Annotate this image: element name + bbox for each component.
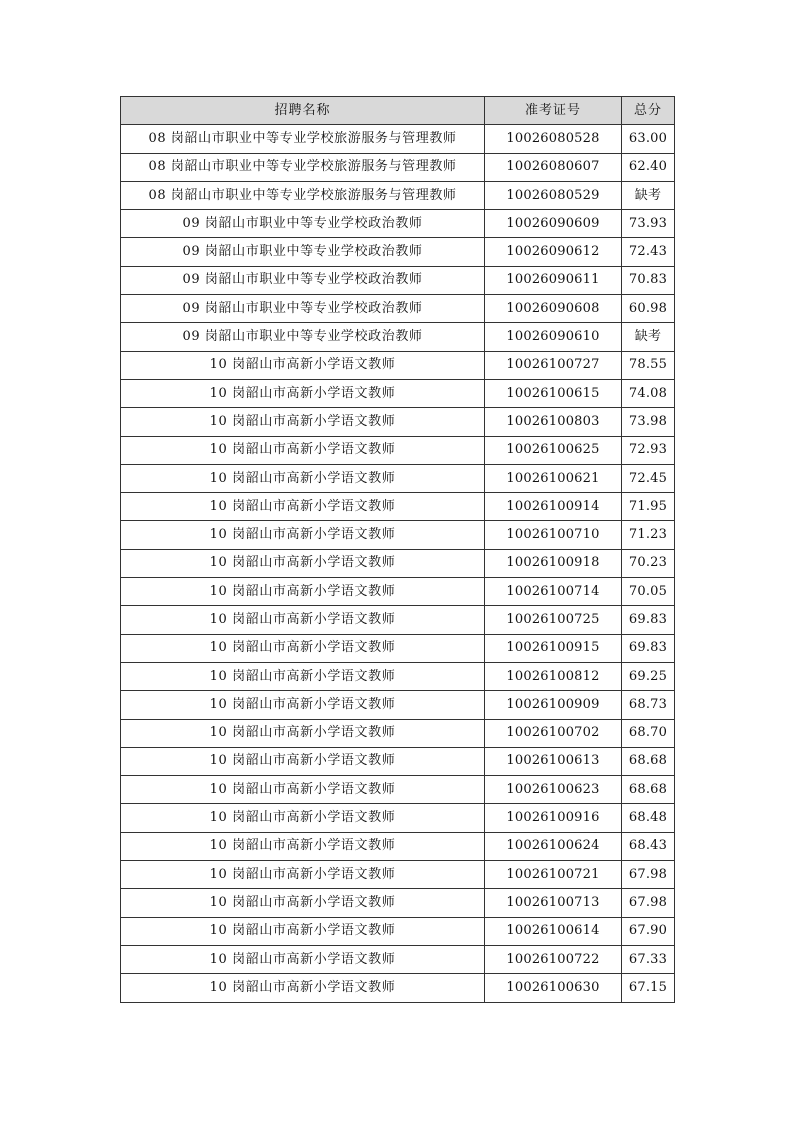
- header-position-name: 招聘名称: [121, 97, 485, 125]
- header-exam-id: 准考证号: [485, 97, 622, 125]
- exam-id-cell: 10026090611: [485, 266, 622, 294]
- position-name-cell: 10 岗韶山市高新小学语文教师: [121, 832, 485, 860]
- table-row: [121, 408, 675, 436]
- table-row: [121, 974, 675, 1002]
- total-score-cell: 70.23: [622, 549, 675, 577]
- position-name-cell: 10 岗韶山市高新小学语文教师: [121, 549, 485, 577]
- total-score-cell: 69.25: [622, 662, 675, 690]
- total-score-cell: 70.05: [622, 578, 675, 606]
- total-score-cell: 69.83: [622, 634, 675, 662]
- total-score-cell: 68.70: [622, 719, 675, 747]
- exam-id-cell: 10026100625: [485, 436, 622, 464]
- position-name-cell: 08 岗韶山市职业中等专业学校旅游服务与管理教师: [121, 181, 485, 209]
- total-score-cell: 68.43: [622, 832, 675, 860]
- position-name-cell: 10 岗韶山市高新小学语文教师: [121, 776, 485, 804]
- position-name-cell: 10 岗韶山市高新小学语文教师: [121, 379, 485, 407]
- exam-id-cell: 10026090608: [485, 295, 622, 323]
- exam-id-cell: 10026100623: [485, 776, 622, 804]
- exam-id-cell: 10026100630: [485, 974, 622, 1002]
- table-row: [121, 210, 675, 238]
- exam-id-cell: 10026100710: [485, 521, 622, 549]
- position-name-cell: 10 岗韶山市高新小学语文教师: [121, 521, 485, 549]
- exam-id-cell: 10026100725: [485, 606, 622, 634]
- exam-id-cell: 10026080529: [485, 181, 622, 209]
- exam-id-cell: 10026100916: [485, 804, 622, 832]
- table-row: [121, 634, 675, 662]
- table-row: [121, 917, 675, 945]
- total-score-cell: 68.68: [622, 747, 675, 775]
- table-row: [121, 606, 675, 634]
- position-name-cell: 10 岗韶山市高新小学语文教师: [121, 747, 485, 775]
- table-body: [121, 125, 675, 1002]
- total-score-cell: 70.83: [622, 266, 675, 294]
- total-score-cell: 62.40: [622, 153, 675, 181]
- position-name-cell: 09 岗韶山市职业中等专业学校政治教师: [121, 238, 485, 266]
- position-name-cell: 08 岗韶山市职业中等专业学校旅游服务与管理教师: [121, 125, 485, 153]
- exam-id-cell: 10026100714: [485, 578, 622, 606]
- position-name-cell: 10 岗韶山市高新小学语文教师: [121, 351, 485, 379]
- exam-id-cell: 10026100624: [485, 832, 622, 860]
- exam-id-cell: 10026080607: [485, 153, 622, 181]
- total-score-cell: 67.15: [622, 974, 675, 1002]
- exam-id-cell: 10026100702: [485, 719, 622, 747]
- total-score-cell: 67.98: [622, 861, 675, 889]
- position-name-cell: 09 岗韶山市职业中等专业学校政治教师: [121, 210, 485, 238]
- table-row: [121, 521, 675, 549]
- exam-id-cell: 10026100721: [485, 861, 622, 889]
- total-score-cell: 72.93: [622, 436, 675, 464]
- position-name-cell: 10 岗韶山市高新小学语文教师: [121, 578, 485, 606]
- position-name-cell: 10 岗韶山市高新小学语文教师: [121, 464, 485, 492]
- position-name-cell: 10 岗韶山市高新小学语文教师: [121, 606, 485, 634]
- total-score-cell: 74.08: [622, 379, 675, 407]
- table-row: [121, 776, 675, 804]
- total-score-cell: 78.55: [622, 351, 675, 379]
- total-score-cell: 73.98: [622, 408, 675, 436]
- total-score-cell: 68.68: [622, 776, 675, 804]
- position-name-cell: 08 岗韶山市职业中等专业学校旅游服务与管理教师: [121, 153, 485, 181]
- position-name-cell: 09 岗韶山市职业中等专业学校政治教师: [121, 295, 485, 323]
- exam-id-cell: 10026100614: [485, 917, 622, 945]
- position-name-cell: 10 岗韶山市高新小学语文教师: [121, 634, 485, 662]
- exam-id-cell: 10026090612: [485, 238, 622, 266]
- position-name-cell: 10 岗韶山市高新小学语文教师: [121, 493, 485, 521]
- position-name-cell: 10 岗韶山市高新小学语文教师: [121, 945, 485, 973]
- table-row: [121, 464, 675, 492]
- total-score-cell: 缺考: [622, 323, 675, 351]
- exam-id-cell: 10026100615: [485, 379, 622, 407]
- table-header-row: [121, 97, 675, 125]
- score-table: [120, 96, 675, 1003]
- position-name-cell: 10 岗韶山市高新小学语文教师: [121, 719, 485, 747]
- exam-id-cell: 10026100722: [485, 945, 622, 973]
- table-row: [121, 889, 675, 917]
- position-name-cell: 09 岗韶山市职业中等专业学校政治教师: [121, 323, 485, 351]
- position-name-cell: 10 岗韶山市高新小学语文教师: [121, 889, 485, 917]
- table-row: [121, 351, 675, 379]
- exam-id-cell: 10026100914: [485, 493, 622, 521]
- total-score-cell: 缺考: [622, 181, 675, 209]
- table-row: [121, 379, 675, 407]
- table-row: [121, 719, 675, 747]
- table-row: [121, 578, 675, 606]
- total-score-cell: 69.83: [622, 606, 675, 634]
- exam-id-cell: 10026100915: [485, 634, 622, 662]
- total-score-cell: 73.93: [622, 210, 675, 238]
- table-row: [121, 266, 675, 294]
- exam-id-cell: 10026100713: [485, 889, 622, 917]
- exam-id-cell: 10026100909: [485, 691, 622, 719]
- total-score-cell: 60.98: [622, 295, 675, 323]
- header-total-score: 总分: [622, 97, 675, 125]
- exam-id-cell: 10026080528: [485, 125, 622, 153]
- exam-id-cell: 10026100803: [485, 408, 622, 436]
- exam-id-cell: 10026100613: [485, 747, 622, 775]
- position-name-cell: 10 岗韶山市高新小学语文教师: [121, 436, 485, 464]
- table-row: [121, 181, 675, 209]
- exam-id-cell: 10026090610: [485, 323, 622, 351]
- total-score-cell: 67.33: [622, 945, 675, 973]
- table-row: [121, 153, 675, 181]
- table-row: [121, 945, 675, 973]
- table-row: [121, 549, 675, 577]
- position-name-cell: 10 岗韶山市高新小学语文教师: [121, 861, 485, 889]
- position-name-cell: 10 岗韶山市高新小学语文教师: [121, 917, 485, 945]
- table-row: [121, 436, 675, 464]
- total-score-cell: 67.90: [622, 917, 675, 945]
- table-row: [121, 691, 675, 719]
- table-row: [121, 861, 675, 889]
- table-row: [121, 832, 675, 860]
- exam-id-cell: 10026090609: [485, 210, 622, 238]
- total-score-cell: 63.00: [622, 125, 675, 153]
- table-row: [121, 323, 675, 351]
- table-row: [121, 662, 675, 690]
- total-score-cell: 71.23: [622, 521, 675, 549]
- table-row: [121, 804, 675, 832]
- total-score-cell: 68.73: [622, 691, 675, 719]
- table-row: [121, 493, 675, 521]
- exam-id-cell: 10026100727: [485, 351, 622, 379]
- table-row: [121, 125, 675, 153]
- position-name-cell: 10 岗韶山市高新小学语文教师: [121, 974, 485, 1002]
- exam-id-cell: 10026100621: [485, 464, 622, 492]
- position-name-cell: 10 岗韶山市高新小学语文教师: [121, 662, 485, 690]
- table-row: [121, 238, 675, 266]
- total-score-cell: 72.45: [622, 464, 675, 492]
- table-row: [121, 747, 675, 775]
- table-row: [121, 295, 675, 323]
- position-name-cell: 10 岗韶山市高新小学语文教师: [121, 408, 485, 436]
- exam-id-cell: 10026100918: [485, 549, 622, 577]
- exam-id-cell: 10026100812: [485, 662, 622, 690]
- position-name-cell: 09 岗韶山市职业中等专业学校政治教师: [121, 266, 485, 294]
- total-score-cell: 68.48: [622, 804, 675, 832]
- total-score-cell: 72.43: [622, 238, 675, 266]
- position-name-cell: 10 岗韶山市高新小学语文教师: [121, 691, 485, 719]
- total-score-cell: 67.98: [622, 889, 675, 917]
- position-name-cell: 10 岗韶山市高新小学语文教师: [121, 804, 485, 832]
- total-score-cell: 71.95: [622, 493, 675, 521]
